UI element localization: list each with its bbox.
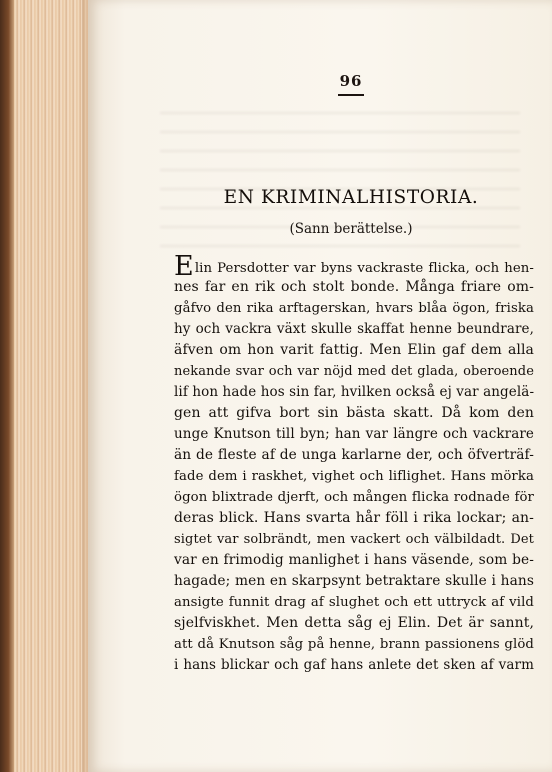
text-line: i hans blickar och gaf hans anlete det sken af varm bbox=[174, 657, 534, 673]
text-line-first bbox=[174, 251, 534, 282]
text-line: nes far en rik och stolt bonde. Många friare om- bbox=[174, 279, 534, 295]
text-line: att då Knutson såg på henne, brann passionens glöd bbox=[174, 637, 534, 652]
text-line: lif hon hade hos sin far, hvilken också ej var angelä- bbox=[174, 384, 535, 400]
text-line: deras blick. Hans svarta hår föll i rika lockar; an- bbox=[174, 510, 534, 526]
text-line: fade dem i raskhet, vighet och liflighet. Hans mörka bbox=[174, 469, 534, 484]
text-line: nekande svar och var nöjd med det glada, oberoende bbox=[174, 364, 534, 379]
chapter-subtitle: (Sann berättelse.) bbox=[289, 221, 413, 237]
text-line: gåfvo den rika arftagerskan, hvars blåa ögon, friska bbox=[174, 301, 534, 316]
chapter-title: EN KRIMINALHISTORIA. bbox=[223, 187, 479, 208]
text-line: äfven om hon varit fattig. Men Elin gaf dem alla bbox=[174, 342, 534, 358]
text-line: unge Knutson till byn; han var längre och vackrare bbox=[174, 426, 534, 442]
drop-cap: E bbox=[174, 251, 194, 282]
book-binding bbox=[0, 0, 14, 772]
text-line: hagade; men en skarpsynt betraktare skulle i hans bbox=[174, 573, 534, 589]
text-line: ansigte funnit drag af slughet och ett uttryck af vild bbox=[174, 595, 534, 610]
body-text bbox=[174, 251, 535, 676]
first-line-text: lin Persdotter var byns vackraste flicka, och hen- bbox=[194, 261, 534, 276]
page-number-rule bbox=[338, 94, 364, 96]
text-line: sjelfviskhet. Men detta såg ej Elin. Det är sannt, bbox=[174, 615, 534, 631]
text-line: ögon blixtrade djerft, och mången flicka rodnade för bbox=[174, 490, 534, 505]
text-line: var en frimodig manlighet i hans väsende, som be- bbox=[174, 552, 534, 568]
text-line: sigtet var solbrändt, men vackert och välbildadt. Det bbox=[174, 532, 534, 547]
page-edges bbox=[14, 0, 88, 772]
text-line: hy och vackra växt skulle skaffat henne beundrare, bbox=[174, 321, 534, 337]
text-line: gen att gifva bort sin bästa skatt. Då kom den bbox=[174, 405, 534, 421]
page-number: 96 bbox=[339, 72, 363, 90]
text-line: än de fleste af de unga karlarne der, och öfverträf- bbox=[174, 447, 534, 463]
